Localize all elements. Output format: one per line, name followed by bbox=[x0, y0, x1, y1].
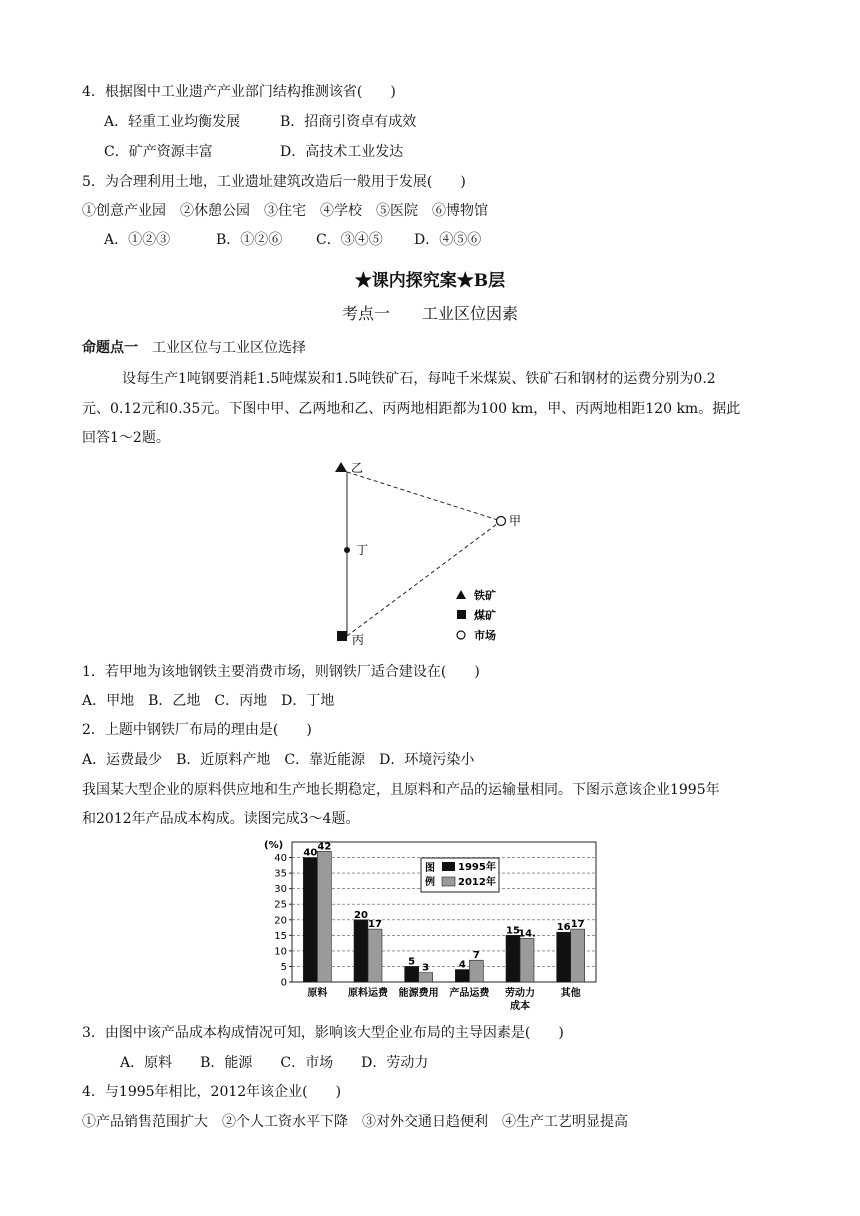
q5-option-d: D．④⑤⑥ bbox=[414, 232, 482, 248]
legend-label-2012: 2012年 bbox=[458, 877, 496, 888]
q5-stem: 5．为合理利用土地，工业遗址建筑改造后一般用于发展( ) bbox=[82, 174, 466, 190]
label-ding: 丁 bbox=[356, 543, 369, 557]
y-tick-label: 20 bbox=[274, 915, 287, 927]
x-category-label: 原料 bbox=[307, 988, 328, 999]
legend-coal-icon bbox=[457, 610, 466, 619]
bar-value-label: 20 bbox=[354, 909, 368, 921]
bar-value-label: 5 bbox=[408, 956, 416, 968]
bar-2012年-原料运费 bbox=[368, 929, 382, 982]
bar-value-label: 14. bbox=[518, 928, 536, 940]
bar-value-label: 4 bbox=[458, 959, 466, 971]
legend-market-icon bbox=[457, 631, 465, 639]
q4-option-d: D．高技术工业发达 bbox=[280, 144, 404, 160]
bar-1995年-能源费用 bbox=[405, 966, 419, 982]
bar-2012年-其他 bbox=[571, 929, 585, 982]
q3-options: A．原料 B．能源 C．市场 D．劳动力 bbox=[120, 1055, 429, 1071]
legend-iron-label: 铁矿 bbox=[474, 589, 496, 602]
intro1-line2: 元、0.12元和0.35元。下图中甲、乙两地和乙、丙两地相距都为100 km，甲、丙两地相距120 km。据此 bbox=[82, 401, 741, 417]
q4-option-c: C．矿产资源丰富 bbox=[104, 144, 213, 160]
bar-1995年-原料运费 bbox=[354, 920, 368, 982]
cost-structure-bar-chart bbox=[262, 836, 602, 1012]
intro2-line2: 和2012年产品成本构成。读图完成3～4题。 bbox=[82, 811, 360, 827]
bar-value-label: 3 bbox=[422, 962, 430, 974]
legend-coal-label: 煤矿 bbox=[474, 609, 496, 622]
mingti-label: 命题点一 bbox=[82, 340, 138, 356]
x-category-label: 产品运费 bbox=[449, 988, 490, 999]
bar-1995年-其他 bbox=[557, 932, 571, 982]
y-tick-label: 25 bbox=[274, 899, 287, 911]
q5-options bbox=[104, 230, 481, 250]
legend-label-1995: 1995年 bbox=[458, 862, 496, 873]
bar-1995年-原料 bbox=[303, 858, 317, 982]
q4-options-row1 bbox=[104, 112, 416, 132]
q4-stem: 4．根据图中工业遗产产业部门结构推测该省( ) bbox=[82, 84, 396, 100]
bing-coal-mine-icon bbox=[337, 631, 347, 641]
bar-value-label: 7 bbox=[472, 950, 480, 962]
x-category-label-line2: 成本 bbox=[510, 1001, 530, 1012]
q2-stem: 2．上题中钢铁厂布局的理由是( ) bbox=[82, 722, 312, 738]
ding-point-icon bbox=[344, 547, 350, 553]
legend-title-2: 例 bbox=[425, 877, 435, 888]
q5-option-c: C．③④⑤ bbox=[316, 232, 383, 248]
yi-iron-mine-icon bbox=[335, 462, 347, 472]
y-tick-label: 5 bbox=[280, 961, 287, 973]
q4-option-a: A．轻重工业均衡发展 bbox=[104, 114, 241, 130]
label-jia: 甲 bbox=[509, 514, 522, 528]
y-tick-label: 15 bbox=[274, 930, 287, 942]
x-category-label: 其他 bbox=[560, 988, 581, 999]
label-yi: 乙 bbox=[351, 461, 364, 475]
y-tick-label: 40 bbox=[274, 853, 287, 865]
q2-options: A．运费最少 B．近原料产地 C．靠近能源 D．环境污染小 bbox=[82, 752, 475, 768]
q5-option-a: A．①②③ bbox=[104, 232, 171, 248]
y-tick-label: 0 bbox=[280, 977, 287, 989]
bar-1995年-产品运费 bbox=[455, 970, 469, 982]
legend-iron-icon bbox=[456, 590, 466, 599]
y-tick-label: 30 bbox=[274, 884, 287, 896]
q4b-items: ①产品销售范围扩大 ②个人工资水平下降 ③对外交通日趋便利 ④生产工艺明显提高 bbox=[82, 1114, 628, 1130]
label-bing: 丙 bbox=[352, 633, 365, 647]
kaodian-title: 考点一 工业区位因素 bbox=[341, 304, 518, 323]
intro1-line3: 回答1～2题。 bbox=[82, 430, 170, 446]
legend-swatch-2012 bbox=[442, 877, 455, 886]
q5-option-b: B．①②⑥ bbox=[216, 232, 283, 248]
y-tick-label: 10 bbox=[274, 946, 287, 958]
q5-items: ①创意产业园 ②休憩公园 ③住宅 ④学校 ⑤医院 ⑥博物馆 bbox=[82, 203, 488, 219]
y-tick-label: 35 bbox=[274, 868, 287, 880]
x-category-label: 原料运费 bbox=[348, 988, 388, 999]
bar-value-label: 17 bbox=[368, 919, 382, 931]
mingti-text: 工业区位与工业区位选择 bbox=[152, 340, 306, 356]
x-category-label: 能源费用 bbox=[398, 988, 439, 999]
bar-2012年-劳动力 bbox=[520, 938, 534, 982]
location-triangle-diagram bbox=[320, 452, 540, 652]
legend-title-1: 图 bbox=[425, 863, 435, 874]
bar-2012年-能源费用 bbox=[419, 973, 433, 982]
q3-stem: 3．由图中该产品成本构成情况可知，影响该大型企业布局的主导因素是( ) bbox=[82, 1025, 564, 1041]
chart-legend bbox=[421, 858, 499, 892]
edge-yi-jia bbox=[347, 472, 501, 521]
q4-options-row2 bbox=[104, 142, 403, 162]
chart-ylabel: (%) bbox=[264, 840, 284, 851]
chart-xlabels bbox=[307, 986, 580, 1012]
legend-market-label: 市场 bbox=[474, 629, 496, 642]
mingti-heading bbox=[82, 338, 306, 358]
bar-2012年-产品运费 bbox=[469, 960, 483, 982]
q4b-stem: 4．与1995年相比，2012年该企业( ) bbox=[82, 1084, 342, 1100]
bar-value-label: 42 bbox=[317, 841, 332, 853]
q1-stem: 1．若甲地为该地钢铁主要消费市场，则钢铁厂适合建设在( ) bbox=[82, 664, 480, 680]
x-category-label: 劳动力 bbox=[505, 988, 535, 999]
bar-value-label: 40 bbox=[303, 847, 318, 859]
bar-value-label: 16 bbox=[556, 922, 571, 934]
bar-value-label: 17 bbox=[570, 919, 585, 931]
legend-swatch-1995 bbox=[442, 862, 455, 871]
chart-yticks bbox=[274, 853, 292, 988]
intro2-line1: 我国某大型企业的原料供应地和生产地长期稳定，且原料和产品的运输量相同。下图示意该企业1995年 bbox=[82, 782, 720, 798]
q4-option-b: B．招商引资卓有成效 bbox=[280, 114, 417, 130]
bar-2012年-原料 bbox=[317, 851, 331, 982]
intro1-line1: 设每生产1吨钢要消耗1.5吨煤炭和1.5吨铁矿石，每吨千米煤炭、铁矿石和钢材的运费分别为0.2 bbox=[122, 371, 716, 387]
q1-options: A．甲地 B．乙地 C．丙地 D．丁地 bbox=[82, 693, 335, 709]
bar-1995年-劳动力 bbox=[506, 935, 520, 982]
section-title: ★课内探究案★B层 bbox=[354, 271, 506, 291]
bar-value-label: 15 bbox=[506, 925, 520, 937]
jia-market-icon bbox=[497, 517, 506, 526]
